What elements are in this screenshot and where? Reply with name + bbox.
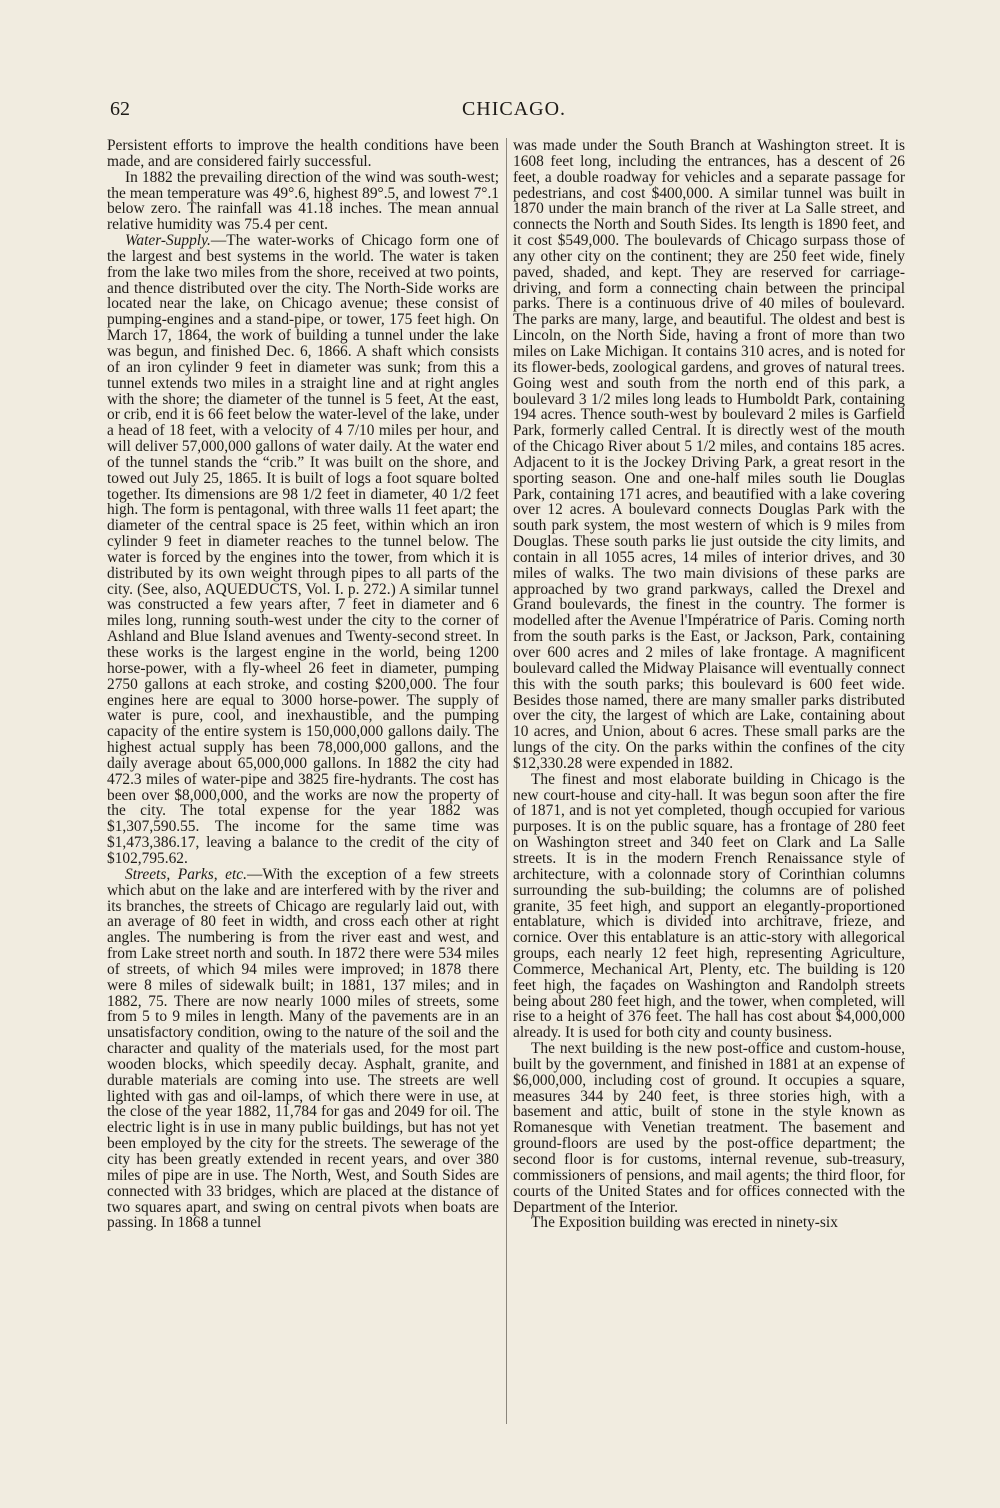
- paragraph: The next building is the new post-office and custom-house, built by the government, and finished in 1881 at an expense of $6,000,000, including cost of ground. It occupies a square, measures 344 by 240 feet, is three stories high, with a basement and attic, built of stone in the style known as Romanesque with Venetian treatment. The basement and ground-floors are used by the post-office department; the second floor is for customs, internal revenue, sub-treasury, commissioners of pensions, and mail agents; the third floor, for courts of the United States and for offices connected with the Department of the Interior.: [513, 1040, 905, 1216]
- left-column: [107, 138, 499, 1231]
- paragraph: In 1882 the prevailing direction of the wind was south-west; the mean temperature was 49°.6, highest 89°.5, and lowest 7°.1 below zero. The rainfall was 41.18 inches. The mean annual relative humidity was 75.4 per cent.: [107, 168, 499, 234]
- right-column: [513, 138, 905, 1231]
- page-header: [110, 98, 918, 128]
- paragraph: was made under the South Branch at Washington street. It is 1608 feet long, including the entrances, has a descent of 26 feet, a double roadway for vehicles and a separate passage for pedestrians, and cost $400,000. A similar tunnel was built in 1870 under the main branch of the river at La Salle street, and connects the North and South Sides. Its length is 1890 feet, and it cost $549,000. The boulevards of Chicago surpass those of any other city on the continent; they are 250 feet wide, finely paved, shaded, and kept. They are reserved for carriage-driving, and form a connecting chain between the principal parks. There is a continuous drive of 40 miles of boulevard. The parks are many, large, and beautiful. The oldest and best is Lincoln, on the North Side, having a front of more than two miles on Lake Michigan. It contains 310 acres, and is noted for its flower-beds, zoological gardens, and groves of natural trees. Going west and south from the north end of this park, a boulevard 3 1/2 miles long leads to Humboldt Park, containing 194 acres. Thence south-west by boulevard 2 miles is Garfield Park, formerly called Central. It is directly west of the mouth of the Chicago River about 5 1/2 miles, and contains 185 acres. Adjacent to it is the Jockey Driving Park, a great resort in the sporting season. One and one-half miles south lie Douglas Park, containing 171 acres, and beautified with a lake covering over 12 acres. A boulevard connects Douglas Park with the south park system, the most western of which is 9 miles from Douglas. These south parks lie just outside the city limits, and contain in all 1055 acres, 14 miles of interior drives, and 30 miles of walks. The two main divisions of these parks are approached by two grand parkways, called the Drexel and Grand boulevards, the finest in the country. The former is modelled after the Avenue l'Impératrice of Paris. Coming north from the south parks is the East, or Jackson, Park, containing over 600 acres and 2 miles of lake frontage. A magnificent boulevard called the Midway Plaisance will eventually connect this with the south parks; this boulevard is 600 feet wide. Besides those named, there are many smaller parks distributed over the city, the largest of which are Lake, containing about 10 acres, and Union, about 6 acres. These small parks are the lungs of the city. On the parks within the confines of the city $12,330.28 were expended in 1882.: [513, 137, 905, 772]
- paragraph: The finest and most elaborate building in Chicago is the new court-house and city-hall. It was begun soon after the fire of 1871, and is not yet completed, though occupied for various purposes. It is on the public square, has a frontage of 280 feet on Washington street and 340 feet on Clark and La Salle streets. It is in the modern French Renaissance style of architecture, with a colonnade story of Corinthian columns surrounding the sub-building; the columns are of polished granite, 35 feet high, and support an elegantly-proportioned entablature, which is divided into architrave, frieze, and cornice. Over this entablature is an attic-story with allegorical groups, each nearly 12 feet high, representing Agriculture, Commerce, Mechanical Art, Plenty, etc. The building is 120 feet high, the façades on Washington and Randolph streets being about 280 feet high, and the tower, when completed, will rise to a height of 376 feet. The hall has cost about $4,000,000 already. It is used for both city and county business.: [513, 770, 905, 1042]
- column-divider: [506, 138, 507, 1424]
- running-title: CHICAGO.: [461, 98, 567, 120]
- section-heading: Streets, Parks, etc.: [125, 865, 247, 883]
- page-number: 62: [110, 98, 130, 120]
- paragraph: The Exposition building was erected in ninety-six: [531, 1214, 838, 1232]
- paragraph-body: —The water-works of Chicago form one of the largest and best systems in the world. The water is taken from the lake two miles from the shore, received at two points, and thence distributed over the city. The North-Side works are located near the lake, on Chicago avenue; these consist of pumping-engines and a stand-pipe, or tower, 175 feet high. On March 17, 1864, the work of building a tunnel under the lake was begun, and finished Dec. 6, 1866. A shaft which consists of an iron cylinder 9 feet in diameter was sunk; from this a tunnel extends two miles in a straight line and at right angles with the shore; the diameter of the tunnel is 5 feet, At the east, or crib, end it is 66 feet below the water-level of the lake, under a head of 18 feet, with a velocity of 4 7/10 miles per hour, and will deliver 57,000,000 gallons of water daily. At the water end of the tunnel stands the “crib.” It was built on the shore, and towed out July 25, 1865. It is built of logs a foot square bolted together. Its dimensions are 98 1/2 feet in diameter, 40 1/2 feet high. The form is pentagonal, with three walls 11 feet apart; the diameter of the central space is 25 feet, within which an iron cylinder 9 feet in diameter reaches to the tunnel below. The water is forced by the engines into the tower, from which it is distributed by its own weight through pipes to all parts of the city. (See, also, AQUEDUCTS, Vol. I. p. 272.) A similar tunnel was constructed a few years after, 7 feet in diameter and 6 miles long, running south-west under the city to the corner of Ashland and Blue Island avenues and Twenty-second street. In these works is the largest engine in the world, being 1200 horse-power, with a fly-wheel 26 feet in diameter, pumping 2750 gallons at each stroke, and costing $200,000. The four engines here are equal to 3000 horse-power. The supply of water is pure, cool, and inexhaustible, and the pumping capacity of the entire system is 150,000,000 gallons daily. The highest actual supply has been 78,000,000 gallons, and the daily average about 65,000,000 gallons. In 1882 the city had 472.3 miles of water-pipe and 3825 fire-hydrants. The cost has been over $8,000,000, and the works are now the property of the city. The total expense for the year 1882 was $1,307,590.55. The income for the same time was $1,473,386.17, leaving a balance to the credit of the city of $102,795.62.: [107, 232, 499, 867]
- section-heading: Water-Supply.: [125, 232, 211, 250]
- paragraph: Persistent efforts to improve the health conditions have been made, and are considered fairly successful.: [107, 137, 499, 170]
- paragraph: [107, 867, 499, 1231]
- paragraph-body: —With the exception of a few streets which abut on the lake and are interfered with by the river and its branches, the streets of Chicago are regularly laid out, with an average of 80 feet in width, and cross each other at right angles. The numbering is from the river east and west, and from Lake street north and south. In 1872 there were 534 miles of streets, of which 94 miles were improved; in 1878 there were 8 miles of sidewalk built; in 1881, 137 miles; and in 1882, 75. There are now nearly 1000 miles of streets, some from 5 to 9 miles in length. Many of the pavements are in an unsatisfactory condition, owing to the nature of the soil and the character and quality of the materials used, for the most part wooden blocks, which speedily decay. Asphalt, granite, and durable materials are coming into use. The streets are well lighted with gas and oil-lamps, of which there were in use, at the close of the year 1882, 11,784 for gas and 2049 for oil. The electric light is in use in many public buildings, but has not yet been employed by the city for the streets. The sewerage of the city has been greatly extended in recent years, and over 380 miles of pipe are in use. The North, West, and South Sides are connected with 33 bridges, which are placed at the distance of two squares apart, and swing on central pivots when boats are passing. In 1868 a tunnel: [107, 865, 499, 1232]
- paragraph: [107, 233, 499, 867]
